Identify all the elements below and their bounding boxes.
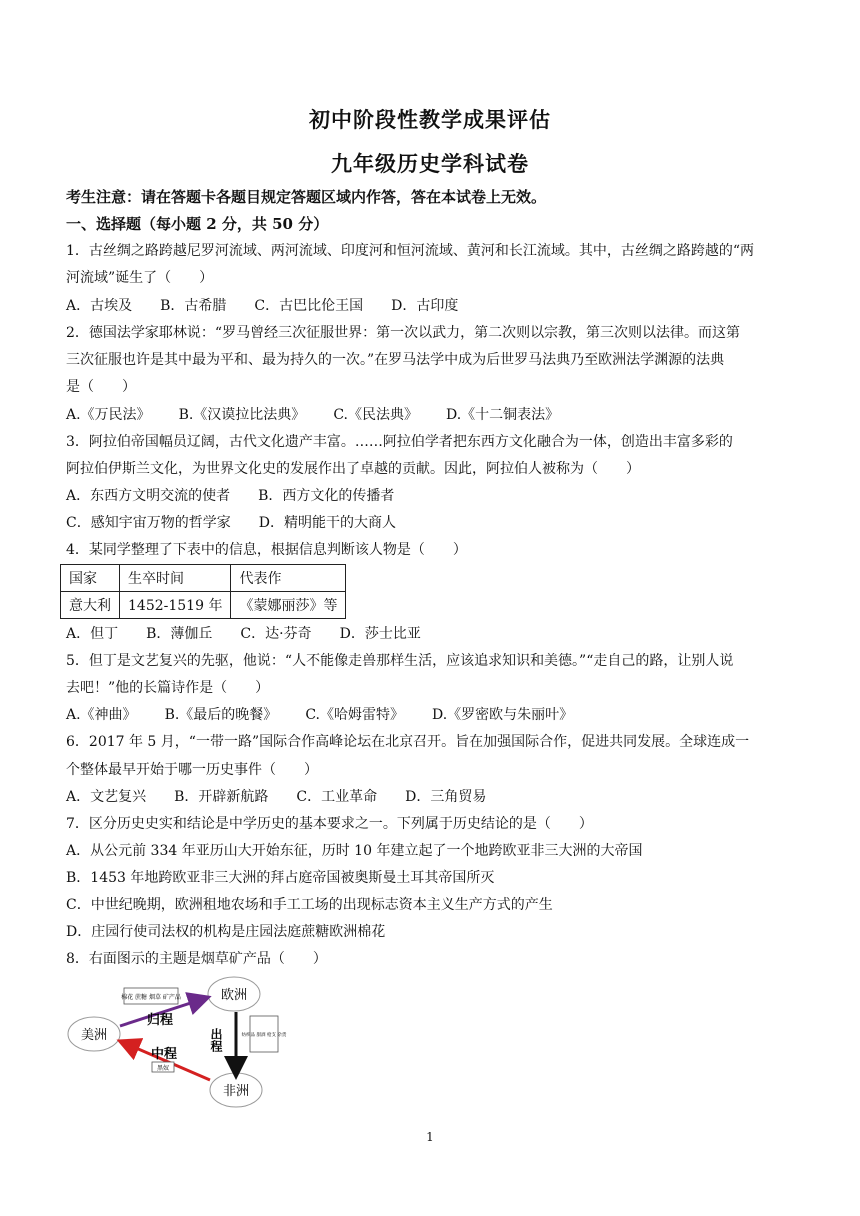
q4-option-c[interactable]: C．达·芬奇: [240, 626, 312, 642]
q3-option-a[interactable]: A．东西方文明交流的使者: [66, 488, 231, 504]
q2-stem-line2: 三次征服也许是其中最为平和、最为持久的一次。”在罗马法学中成为后世罗马法典乃至欧洲法学渊源的法典: [66, 352, 725, 368]
q7-option-a[interactable]: A．从公元前 334 年亚历山大开始东征，历时 10 年建立起了一个地跨欧亚非三大洲的大帝国: [66, 843, 643, 859]
q5-option-d[interactable]: D.《罗密欧与朱丽叶》: [431, 707, 574, 723]
exam-notice: 考生注意：请在答题卡各题目规定答题区域内作答，答在本试卷上无效。: [66, 188, 547, 206]
q2-option-c[interactable]: C.《民法典》: [333, 407, 418, 423]
q7-option-b[interactable]: B．1453 年地跨欧亚非三大洲的拜占庭帝国被奥斯曼土耳其帝国所灭: [66, 870, 495, 886]
triangular-trade-diagram: [64, 974, 294, 1110]
q4-info-table: [60, 564, 346, 619]
q6-option-b[interactable]: B．开辟新航路: [174, 789, 269, 805]
q3-option-c[interactable]: C．感知宇宙万物的哲学家: [66, 515, 231, 531]
q1-option-b[interactable]: B．古希腊: [160, 298, 227, 314]
q6-option-d[interactable]: D．三角贸易: [405, 789, 487, 805]
middle-goods-label: 黑奴: [156, 1065, 170, 1072]
q2-stem-line1: 2．德国法学家耶林说：“罗马曾经三次征服世界：第一次以武力，第二次则以宗教，第三次则以法律。而这第: [66, 325, 741, 341]
q5-stem-line2: 去吧！”他的长篇诗作是（ ）: [66, 680, 270, 696]
exam-title: 初中阶段性教学成果评估: [309, 107, 551, 132]
q4-option-a[interactable]: A．但丁: [66, 626, 119, 642]
q5-option-c[interactable]: C.《哈姆雷特》: [305, 707, 404, 723]
q6-stem-line2: 个整体最早开始于哪一历史事件（ ）: [66, 762, 318, 778]
exam-subtitle: 九年级历史学科试卷: [331, 151, 529, 176]
q7-option-d[interactable]: D．庄园行使司法权的机构是庄园法庭蔗糖欧洲棉花: [66, 924, 386, 940]
q2-option-d[interactable]: D.《十二铜表法》: [445, 407, 560, 423]
return-goods-label: 棉花 蔗糖 烟草 矿产品: [121, 994, 181, 1001]
q1-stem-line1: 1．古丝绸之路跨越尼罗河流域、两河流域、印度河和恒河流域、黄河和长江流域。其中，古丝绸之路跨越的“两: [66, 243, 755, 259]
q4-options: [66, 624, 449, 644]
q2-option-a[interactable]: A.《万民法》: [66, 407, 151, 423]
return-route-label: 归程: [146, 1013, 174, 1028]
q1-option-c[interactable]: C．古巴比伦王国: [254, 298, 364, 314]
q1-option-a[interactable]: A．古埃及: [66, 298, 133, 314]
q5-options: [66, 705, 601, 725]
q6-stem-line1: 6．2017 年 5 月，“一带一路”国际合作高峰论坛在北京召开。旨在加强国际合作，促进共同发展。全球连成一: [66, 734, 750, 750]
q3-stem-line2: 阿拉伯伊斯兰文化，为世界文化史的发展作出了卓越的贡献。因此，阿拉伯人被称为（ ）: [66, 461, 640, 477]
q7-stem: 7．区分历史史实和结论是中学历史的基本要求之一。下列属于历史结论的是（ ）: [66, 816, 593, 832]
q5-option-a[interactable]: A.《神曲》: [66, 707, 137, 723]
out-route-label: 出程: [209, 1028, 223, 1052]
q6-option-a[interactable]: A．文艺复兴: [66, 789, 147, 805]
q3-stem-line1: 3．阿拉伯帝国幅员辽阔，古代文化遗产丰富。……阿拉伯学者把东西方文化融合为一体，创造出丰富多彩的: [66, 434, 733, 450]
table-row: [61, 592, 346, 619]
table-cell: 《蒙娜丽莎》等: [231, 592, 346, 619]
q5-stem-line1: 5．但丁是文艺复兴的先驱，他说：“人不能像走兽那样生活，应该追求知识和美德。”“走自己的路，让别人说: [66, 653, 734, 669]
q1-stem-line2: 河流域”诞生了（ ）: [66, 270, 214, 286]
table-cell: 意大利: [61, 592, 120, 619]
q3-option-d[interactable]: D．精明能干的大商人: [258, 515, 396, 531]
q7-option-c[interactable]: C．中世纪晚期，欧洲租地农场和手工工场的出现标志资本主义生产方式的产生: [66, 897, 553, 913]
table-header-cell: 国家: [61, 565, 120, 592]
middle-route-label: 中程: [150, 1047, 178, 1062]
q3-option-b[interactable]: B．西方文化的传播者: [258, 488, 395, 504]
q5-option-b[interactable]: B.《最后的晚餐》: [164, 707, 278, 723]
america-label: 美洲: [80, 1028, 108, 1043]
q4-option-d[interactable]: D．莎士比亚: [339, 626, 421, 642]
q4-stem: 4．某同学整理了下表中的信息，根据信息判断该人物是（ ）: [66, 542, 467, 558]
q3-options-row1: [66, 486, 422, 506]
africa-label: 非洲: [222, 1084, 250, 1099]
q2-option-b[interactable]: B.《汉谟拉比法典》: [178, 407, 306, 423]
q6-option-c[interactable]: C．工业革命: [296, 789, 378, 805]
q2-stem-line3: 是（ ）: [66, 379, 136, 395]
europe-label: 欧洲: [220, 988, 248, 1003]
q2-options: [66, 405, 587, 425]
table-cell: 1452-1519 年: [120, 592, 231, 619]
q1-options: [66, 296, 486, 316]
section-heading: 一、选择题（每小题 2 分，共 50 分）: [66, 215, 329, 233]
q8-stem: 8．右面图示的主题是烟草矿产品（ ）: [66, 951, 327, 967]
table-header-row: [61, 565, 346, 592]
q1-option-d[interactable]: D．古印度: [391, 298, 459, 314]
q4-option-b[interactable]: B．薄伽丘: [146, 626, 213, 642]
table-header-cell: 代表作: [231, 565, 346, 592]
page-number: 1: [426, 1130, 434, 1144]
q6-options: [66, 787, 514, 807]
q3-options-row2: [66, 513, 424, 533]
out-goods-label: 纺织品 甜酒 枪支 杂货: [241, 1033, 287, 1038]
table-header-cell: 生卒时间: [120, 565, 231, 592]
